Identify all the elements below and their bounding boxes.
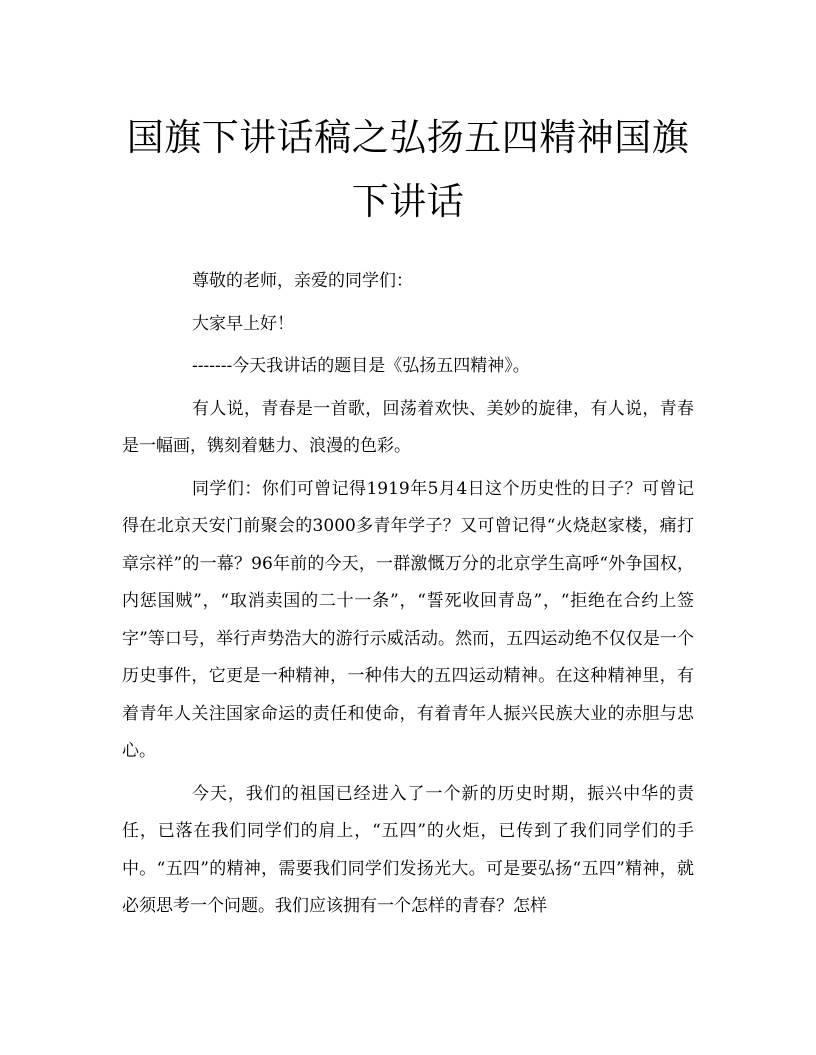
paragraph-good-morning: 大家早上好！ xyxy=(192,313,294,334)
document-title: 国旗下讲话稿之弘扬五四精神国旗下讲话 xyxy=(126,116,690,223)
paragraph-today: 今天，我们的祖国已经进入了一个新的历史时期，振兴中华的责任，已落在我们同学们的肩上，“五四”的火炬，已传到了我们同学们的手中。“五四”的精神，需要我们同学们发扬光大。可是要弘扬“五四”精神，就必须思考一个问题。我们应该拥有一个怎样的青春？怎样 xyxy=(122,783,694,916)
paragraph-history: 同学们：你们可曾记得1919年5月4日这个历史性的日子？可曾记得在北京天安门前聚会的3000多青年学子？又可曾记得“火烧赵家楼，痛打章宗祥”的一幕？96年前的今天，一群激慨万分的北京学生高呼“外争国权，内惩国贼”，“取消卖国的二十一条”，“誓死收回青岛”，“拒绝在合约上签字”等口号，举行声势浩大的游行示威活动。然而，五四运动绝不仅仅是一个历史事件，它更是一种精神，一种伟大的五四运动精神。在这种精神里，有着青年人关注国家命运的责任和使命，有着青年人振兴民族大业的赤胆与忠心。 xyxy=(122,478,694,761)
paragraph-topic: -------今天我讲话的题目是《弘扬五四精神》。 xyxy=(192,356,530,376)
paragraph-greeting: 尊敬的老师，亲爱的同学们： xyxy=(192,271,413,291)
paragraph-youth: 有人说，青春是一首歌，回荡着欢快、美妙的旋律，有人说，青春是一幅画，镌刻着魅力、浪漫的色彩。 xyxy=(122,398,694,456)
document-body xyxy=(122,263,694,931)
